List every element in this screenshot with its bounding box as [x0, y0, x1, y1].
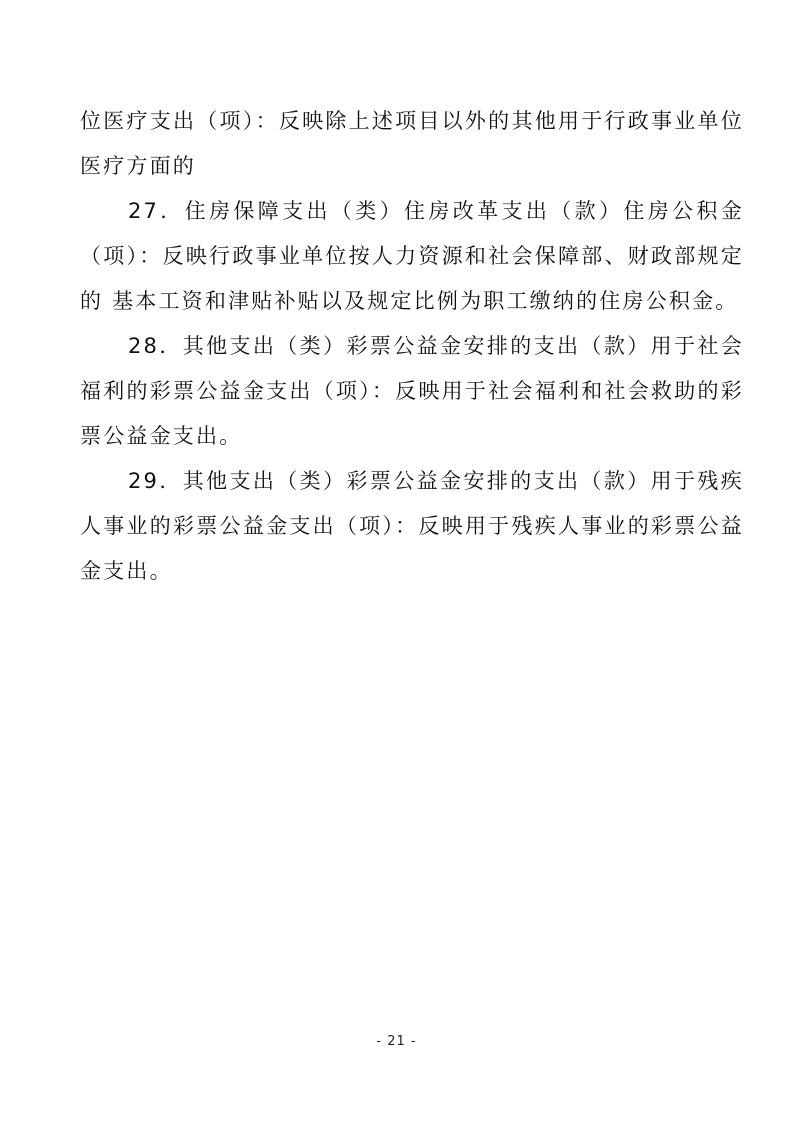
paragraph-27: 27．住房保障支出（类）住房改革支出（款）住房公积金（项）：反映行政事业单位按人力资源和社会保障部、财政部规定的 基本工资和津贴补贴以及规定比例为职工缴纳的住房公积金。 — [80, 199, 744, 313]
paragraph-29: 29．其他支出（类）彩票公益金安排的支出（款）用于残疾人事业的彩票公益金支出（项）：反映用于残疾人事业的彩票公益金支出。 — [80, 469, 744, 583]
paragraph-28: 28．其他支出（类）彩票公益金安排的支出（款）用于社会福利的彩票公益金支出（项）：反映用于社会福利和社会救助的彩票公益金支出。 — [80, 334, 744, 448]
page-number: - 21 - — [376, 1034, 417, 1049]
document-body — [80, 99, 744, 594]
paragraph-continued: 位医疗支出（项）：反映除上述项目以外的其他用于行政事业单位医疗方面的 — [80, 109, 744, 178]
